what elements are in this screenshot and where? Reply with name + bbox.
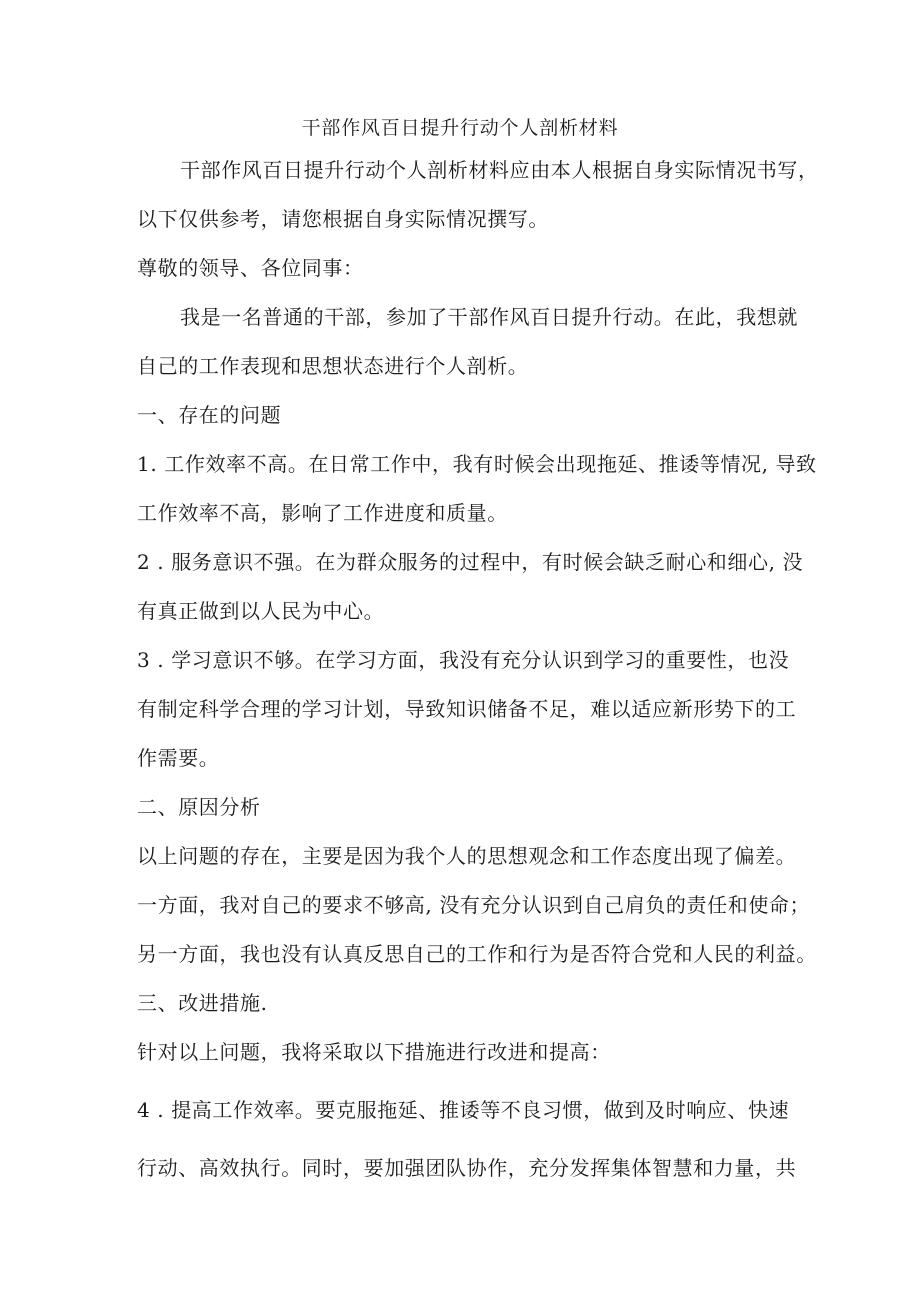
intro-line-1: 干部作风百日提升行动个人剖析材料应由本人根据自身实际情况书写， (180, 158, 819, 182)
intro-line-2: 以下仅供参考，请您根据自身实际情况撰写。 (137, 207, 549, 231)
section-3-heading: 三、改进措施. (137, 991, 268, 1015)
item-3-line-3: 作需要。 (137, 746, 220, 770)
opening-line-1: 我是一名普通的干部，参加了干部作风百日提升行动。在此，我想就 (180, 305, 798, 329)
item-1-line-2: 工作效率不高，影响了工作进度和质量。 (137, 501, 508, 525)
cause-line-2: 一方面，我对自己的要求不够高, 没有充分认识到自己肩负的责任和使命； (137, 893, 811, 917)
item-3-line-2: 有制定科学合理的学习计划，导致知识储备不足，难以适应新形势下的工 (137, 697, 797, 721)
item-1-line-1: 1. 工作效率不高。在日常工作中，我有时候会出现拖延、推诿等情况, 导致 (137, 452, 817, 476)
cause-line-1: 以上问题的存在，主要是因为我个人的思想观念和工作态度出现了偏差。 (137, 844, 797, 868)
salutation: 尊敬的领导、各位同事： (137, 256, 364, 280)
measures-lead: 针对以上问题，我将采取以下措施进行改进和提高： (137, 1040, 611, 1064)
document-title: 干部作风百日提升行动个人剖析材料 (301, 117, 619, 139)
item-2-line-2: 有真正做到以人民为中心。 (137, 599, 385, 623)
item-4-line-2: 行动、高效执行。同时，要加强团队协作，充分发挥集体智慧和力量，共 (137, 1156, 797, 1180)
opening-line-2: 自己的工作表现和思想状态进行个人剖析。 (137, 354, 529, 378)
item-3-line-1: 3 . 学习意识不够。在学习方面，我没有充分认识到学习的重要性，也没 (137, 648, 790, 672)
cause-line-3: 另一方面，我也没有认真反思自己的工作和行为是否符合党和人民的利益。 (137, 942, 817, 966)
section-2-heading: 二、原因分析 (137, 795, 261, 819)
item-4-line-1: 4 . 提高工作效率。要克服拖延、推诿等不良习惯，做到及时响应、快速 (137, 1098, 790, 1122)
section-1-heading: 一、存在的问题 (137, 403, 282, 427)
item-2-line-1: 2 . 服务意识不强。在为群众服务的过程中，有时候会缺乏耐心和细心, 没 (137, 550, 804, 574)
